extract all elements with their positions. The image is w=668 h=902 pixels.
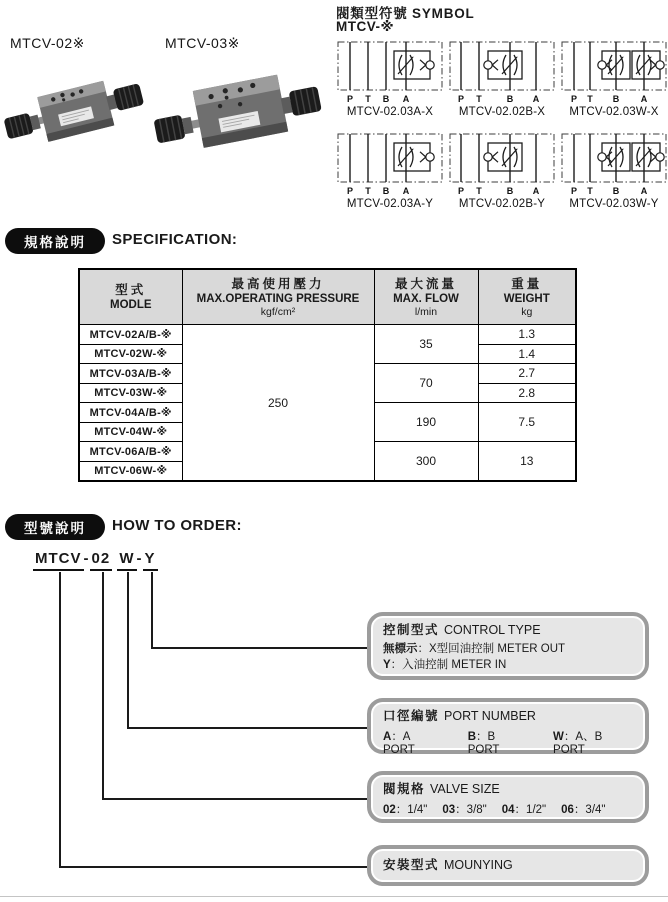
model-cell: MTCV-03A/B-※ xyxy=(79,364,182,384)
header-pressure-en: MAX.OPERATING PRESSURE xyxy=(196,292,360,305)
hydraulic-symbol-drawing xyxy=(560,130,668,198)
col-header-weight xyxy=(478,269,576,325)
product-label-mtcv-03: MTCV-03※ xyxy=(165,35,240,51)
weight-cell: 1.4 xyxy=(478,344,576,364)
model-cell: MTCV-03W-※ xyxy=(79,383,182,403)
order-box-entry: 無標示：X型回油控制 METER OUT xyxy=(383,643,566,655)
svg-text:T: T xyxy=(476,186,482,196)
svg-text:A: A xyxy=(532,94,540,104)
col-header-model xyxy=(79,269,182,325)
svg-text:T: T xyxy=(476,94,482,104)
product-photo-mtcv-03 xyxy=(152,58,332,170)
svg-text:P: P xyxy=(457,186,465,196)
svg-text:B: B xyxy=(506,94,514,104)
valve-size-options xyxy=(383,801,633,817)
flow-cell: 70 xyxy=(374,364,478,403)
header-weight-cjk: 重量 xyxy=(511,276,543,291)
order-box-control-type xyxy=(367,612,649,680)
hydraulic-symbol-drawing xyxy=(336,130,444,198)
box-title-en: PORT NUMBER xyxy=(444,709,536,723)
symbol-caption: MTCV-02.02B-Y xyxy=(458,198,546,210)
order-box-title xyxy=(383,782,633,797)
code-segment: 02 xyxy=(90,550,113,571)
header-model-cjk: 型式 xyxy=(115,283,147,297)
box-title-cjk: 口徑編號 xyxy=(383,709,440,723)
svg-text:T: T xyxy=(365,94,371,104)
control-type-lines xyxy=(383,641,633,673)
symbol-caption: MTCV-02.03W-X xyxy=(569,106,659,118)
hydraulic-symbol-drawing xyxy=(336,38,444,106)
symbol-caption: MTCV-02.02B-X xyxy=(458,106,546,118)
svg-text:B: B xyxy=(382,94,390,104)
svg-text:A: A xyxy=(640,186,648,196)
symbol-item xyxy=(448,130,556,210)
connector-line-vertical xyxy=(151,572,153,647)
symbol-item xyxy=(560,130,668,210)
spec-badge: 規格說明 xyxy=(5,228,105,254)
header-weight-unit: kg xyxy=(521,305,533,318)
box-title-cjk: 閥規格 xyxy=(383,782,426,796)
order-box-valve-size xyxy=(367,771,649,823)
order-box-entry: 02：1/4" xyxy=(383,804,428,816)
symbol-caption: MTCV-02.03A-Y xyxy=(346,198,434,210)
svg-text:P: P xyxy=(346,94,354,104)
header-weight-en: WEIGHT xyxy=(503,292,550,305)
model-cell: MTCV-04W-※ xyxy=(79,422,182,442)
connector-line-horizontal xyxy=(59,866,367,868)
symbol-item xyxy=(336,38,444,118)
order-box-port-number xyxy=(367,698,649,754)
model-cell: MTCV-06W-※ xyxy=(79,461,182,481)
weight-cell: 1.3 xyxy=(478,325,576,345)
code-segment: W xyxy=(117,550,136,571)
flow-cell: 190 xyxy=(374,403,478,442)
svg-text:P: P xyxy=(346,186,354,196)
order-box-title xyxy=(383,709,633,724)
spec-header-row xyxy=(79,269,576,325)
svg-text:T: T xyxy=(587,94,593,104)
header-model-en: MODLE xyxy=(109,299,152,311)
order-box-mounting xyxy=(367,845,649,886)
order-box-entry: W：A、B PORT xyxy=(553,731,603,756)
code-segment: Y xyxy=(143,550,158,571)
symbol-item xyxy=(448,38,556,118)
spec-table xyxy=(78,268,577,482)
svg-text:A: A xyxy=(532,186,540,196)
product-photo-mtcv-02 xyxy=(2,60,152,162)
order-box-entry: 06：3/4" xyxy=(561,804,606,816)
symbol-section-subtitle: MTCV-※ xyxy=(336,19,395,34)
weight-cell: 2.8 xyxy=(478,383,576,403)
order-box-entry: 04：1/2" xyxy=(501,804,547,816)
col-header-pressure xyxy=(182,269,374,325)
code-separator: - xyxy=(136,550,143,567)
svg-text:T: T xyxy=(365,186,371,196)
symbol-caption: MTCV-02.03A-X xyxy=(346,106,434,118)
header-flow-en: MAX. FLOW xyxy=(393,292,459,305)
order-box-title xyxy=(383,858,513,873)
symbol-item xyxy=(336,130,444,210)
hydraulic-symbol-drawing xyxy=(448,130,556,198)
product-label-mtcv-02: MTCV-02※ xyxy=(10,35,85,51)
symbol-item xyxy=(560,38,668,118)
spec-heading: SPECIFICATION: xyxy=(112,231,238,248)
box-title-en: CONTROL TYPE xyxy=(444,623,541,637)
svg-text:P: P xyxy=(570,186,578,196)
model-cell: MTCV-06A/B-※ xyxy=(79,442,182,462)
box-title-cjk: 安裝型式 xyxy=(383,858,440,872)
table-row xyxy=(79,325,576,345)
header-flow-unit: l/min xyxy=(414,305,438,318)
pressure-cell: 250 xyxy=(182,325,374,482)
connector-line-horizontal xyxy=(127,727,367,729)
symbol-caption: MTCV-02.03W-Y xyxy=(569,198,659,210)
symbol-section-title: 閥類型符號 SYMBOL xyxy=(336,6,475,21)
svg-text:P: P xyxy=(570,94,578,104)
code-separator: - xyxy=(83,550,90,567)
flow-cell: 300 xyxy=(374,442,478,482)
model-code xyxy=(33,550,158,571)
box-title-en: VALVE SIZE xyxy=(430,782,500,796)
connector-line-vertical xyxy=(102,572,104,798)
order-heading: HOW TO ORDER: xyxy=(112,517,242,534)
page-bottom-border xyxy=(0,896,668,897)
connector-line-vertical xyxy=(59,572,61,866)
svg-text:A: A xyxy=(402,186,410,196)
svg-text:B: B xyxy=(382,186,390,196)
flow-cell: 35 xyxy=(374,325,478,364)
svg-text:B: B xyxy=(506,186,514,196)
weight-cell: 7.5 xyxy=(478,403,576,442)
svg-text:B: B xyxy=(612,186,620,196)
svg-text:B: B xyxy=(612,94,620,104)
order-box-entry: A：A PORT xyxy=(383,731,415,756)
connector-line-vertical xyxy=(127,572,129,727)
connector-line-horizontal xyxy=(151,647,367,649)
svg-text:A: A xyxy=(640,94,648,104)
col-header-flow xyxy=(374,269,478,325)
symbol-grid xyxy=(336,38,668,210)
order-badge: 型號說明 xyxy=(5,514,105,540)
order-box-entry: Y：入油控制 METER IN xyxy=(383,659,507,671)
box-title-cjk: 控制型式 xyxy=(383,623,440,637)
svg-text:T: T xyxy=(587,186,593,196)
weight-cell: 13 xyxy=(478,442,576,482)
order-box-entry: 03：3/8" xyxy=(442,804,487,816)
weight-cell: 2.7 xyxy=(478,364,576,384)
hydraulic-symbol-drawing xyxy=(448,38,556,106)
model-cell: MTCV-04A/B-※ xyxy=(79,403,182,423)
box-title-en: MOUNYING xyxy=(444,858,513,872)
connector-line-horizontal xyxy=(102,798,367,800)
header-flow-cjk: 最大流量 xyxy=(394,276,457,291)
order-box-entry: B：B PORT xyxy=(467,731,500,756)
order-box-title xyxy=(383,623,633,638)
header-pressure-unit: kgf/cm² xyxy=(260,305,296,318)
code-segment: MTCV xyxy=(33,550,84,571)
header-pressure-cjk: 最高使用壓力 xyxy=(231,276,325,291)
svg-text:P: P xyxy=(457,94,465,104)
svg-text:A: A xyxy=(402,94,410,104)
port-number-options xyxy=(383,728,633,756)
model-cell: MTCV-02W-※ xyxy=(79,344,182,364)
hydraulic-symbol-drawing xyxy=(560,38,668,106)
model-cell: MTCV-02A/B-※ xyxy=(79,325,182,345)
